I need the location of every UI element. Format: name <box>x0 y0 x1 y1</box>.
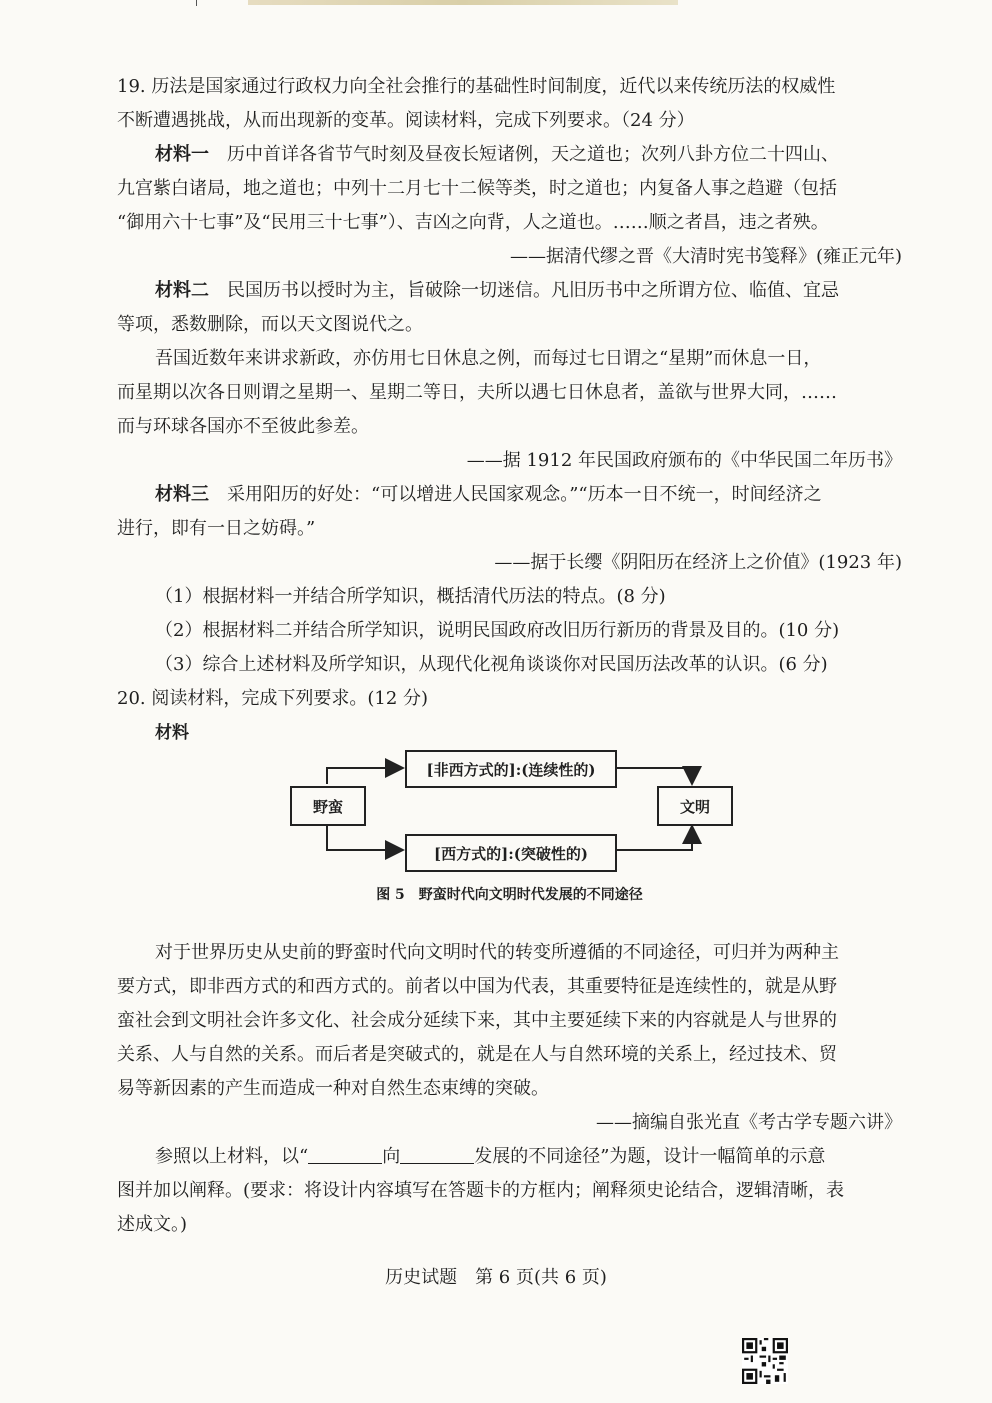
q19-material2-line2: 等项，悉数删除，而以天文图说代之。 <box>117 314 423 335</box>
material1-text1: 历中首详各省节气时刻及昼夜长短诸例，天之道也；次列八卦方位二十四山、 <box>227 144 839 165</box>
arrow-left-to-top <box>327 768 403 784</box>
page-footer: 历史试题 第 6 页(共 6 页) <box>385 1267 607 1288</box>
barbarism-box: 野蛮 <box>290 786 366 826</box>
q20-paragraph-line3: 蛮社会到文明社会许多文化、社会成分延续下来，其中主要延续下来的内容就是人与世界的 <box>117 1010 837 1031</box>
scan-top-strip <box>248 0 678 5</box>
material3-title: 材料三 <box>155 484 209 505</box>
q19-material3-line1 <box>117 478 902 512</box>
q20-task-line2: 图并加以阐释。(要求：将设计内容填写在答题卡的方框内；阐释须史论结合，逻辑清晰，表 <box>117 1180 845 1201</box>
task-text-c: 发展的不同途径”为题，设计一幅简单的示意 <box>474 1146 826 1167</box>
q20-task-line1 <box>117 1140 902 1174</box>
q20-paragraph-line2: 要方式，即非西方式的和西方式的。前者以中国为代表，其重要特征是连续性的，就是从野 <box>117 976 837 997</box>
q20-paragraph-line5: 易等新因素的产生而造成一种对自然生态束缚的突破。 <box>117 1078 549 1099</box>
western-box: [西方式的]:(突破性的) <box>405 834 617 872</box>
material2-text1: 民国历书以授时为主，旨破除一切迷信。凡旧历书中之所谓方位、临值、宜忌 <box>227 280 839 301</box>
q20-task-line3: 述成文。) <box>117 1214 188 1235</box>
q20-source: ——摘编自张光直《考古学专题六讲》 <box>596 1112 902 1133</box>
fill-blank-2 <box>400 1145 474 1164</box>
q19-material2-line3: 吾国近数年来讲求新政，亦仿用七日休息之例，而每过七日谓之“星期”而休息一日， <box>155 348 822 369</box>
q19-intro-line2: 不断遭遇挑战，从而出现新的变革。阅读材料，完成下列要求。（24 分） <box>117 110 695 131</box>
material1-title: 材料一 <box>155 144 209 165</box>
scan-top-tick <box>196 0 197 6</box>
q19-subquestion-1: （1）根据材料一并结合所学知识，概括清代历法的特点。(8 分) <box>155 586 666 607</box>
q19-subquestion-3: （3）综合上述材料及所学知识，从现代化视角谈谈你对民国历法改革的认识。(6 分) <box>155 654 828 675</box>
q20-paragraph-line1: 对于世界历史从史前的野蛮时代向文明时代的转变所遵循的不同途径，可归并为两种主 <box>155 942 839 963</box>
exam-page <box>117 70 902 1242</box>
fill-blank-1 <box>308 1145 382 1164</box>
q19-material3-source: ——据于长缨《阴阳历在经济上之价值》(1923 年) <box>494 552 902 573</box>
arrow-top-to-right <box>617 768 692 784</box>
q19-subquestion-2: （2）根据材料二并结合所学知识，说明民国政府改旧历行新历的背景及目的。(10 分) <box>155 620 840 641</box>
q20-material-label: 材料 <box>155 723 189 743</box>
material2-title: 材料二 <box>155 280 209 301</box>
task-text-b: 向 <box>382 1146 401 1167</box>
q19-material3-line2: 进行，即有一日之妨碍。” <box>117 518 316 539</box>
arrow-bottom-to-right <box>617 826 692 850</box>
q19-material2-line4: 而星期以次各日则谓之星期一、星期二等日，夫所以遇七日休息者，盖欲与世界大同，…… <box>117 382 837 403</box>
civilization-box: 文明 <box>657 786 733 826</box>
material3-text1: 采用阳历的好处：“可以增进人民国家观念。”“历本一日不统一，时间经济之 <box>227 484 822 505</box>
q20-intro: 20. 阅读材料，完成下列要求。(12 分) <box>117 688 429 709</box>
figure5-diagram <box>117 756 902 936</box>
q19-material1-source: ——据清代缪之晋《大清时宪书笺释》(雍正元年) <box>509 246 902 267</box>
q19-material2-source: ——据 1912 年民国政府颁布的《中华民国二年历书》 <box>466 450 902 471</box>
q19-material1-line1 <box>117 138 902 172</box>
task-text-a: 参照以上材料，以“ <box>155 1146 309 1167</box>
q19-material2-line1 <box>117 274 902 308</box>
q19-material2-line5: 而与环球各国亦不至彼此参差。 <box>117 416 369 437</box>
arrow-left-to-bottom <box>327 824 403 850</box>
qr-code-icon <box>742 1338 788 1384</box>
figure5-caption: 图 5 野蛮时代向文明时代发展的不同途径 <box>376 887 643 903</box>
q19-material1-line2: 九宫紫白诸局，地之道也；中列十二月七十二候等类，时之道也；内复备人事之趋避（包括 <box>117 178 837 199</box>
q19-material1-line3: “御用六十七事”及“民用三十七事”）、吉凶之向背，人之道也。……顺之者昌，违之者殃。 <box>117 212 829 233</box>
non-western-box: [非西方式的]:(连续性的) <box>405 750 617 788</box>
q19-intro-line1: 19. 历法是国家通过行政权力向全社会推行的基础性时间制度，近代以来传统历法的权威性 <box>117 76 836 97</box>
q20-paragraph-line4: 关系、人与自然的关系。而后者是突破式的，就是在人与自然环境的关系上，经过技术、贸 <box>117 1044 837 1065</box>
